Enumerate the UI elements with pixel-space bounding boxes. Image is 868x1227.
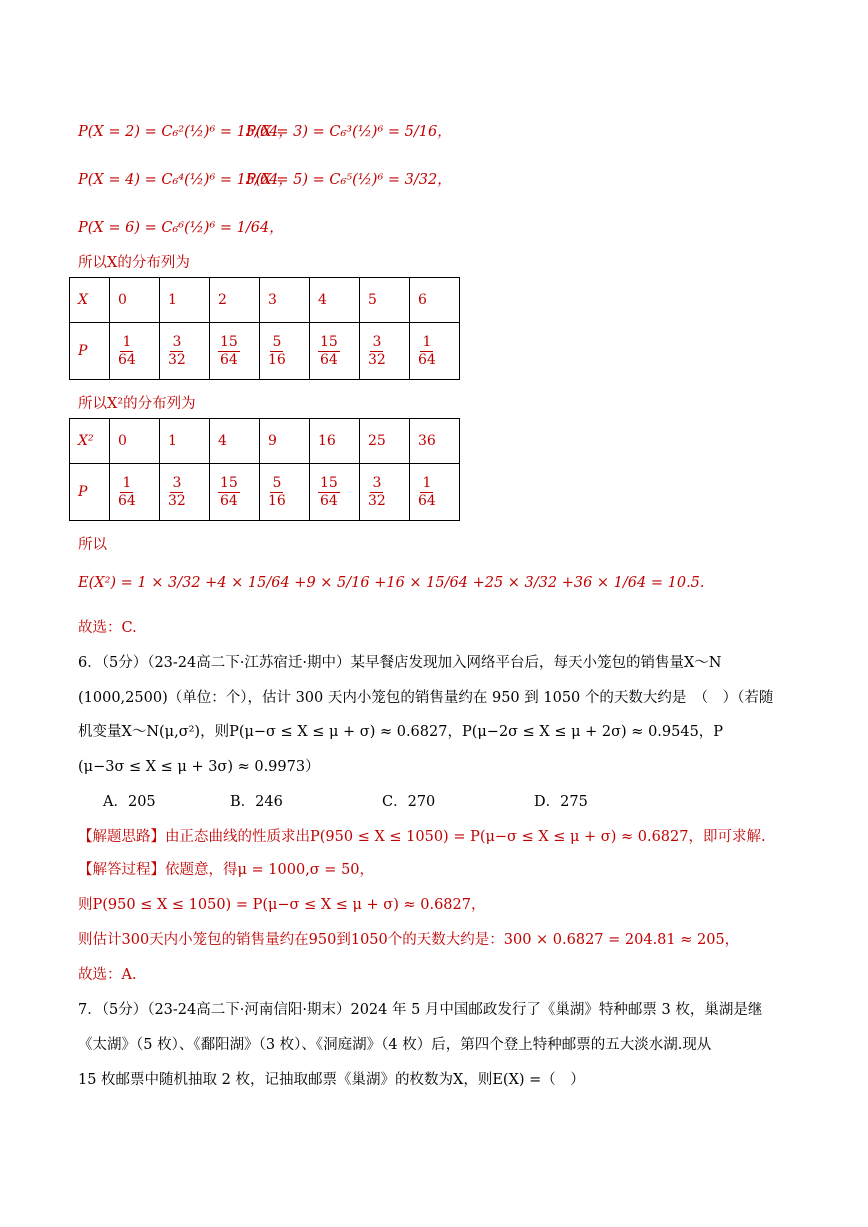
table-cell: 1 <box>160 278 210 323</box>
q6-line4: (μ−3σ ≤ X ≤ μ + 3σ) ≈ 0.9973） <box>78 759 320 775</box>
q6-option-a[interactable]: A．205 <box>103 794 156 810</box>
formula-px5: P(X = 5) = C₆⁵(½)⁶ = 3/32， <box>246 172 452 188</box>
distribution-table-x <box>69 277 460 380</box>
table-cell: 36 <box>410 419 460 464</box>
table-row-label: P <box>70 464 110 521</box>
q6-line2: (1000,2500)（单位：个），估计 300 天内小笼包的销售量约在 950 到 1050 个的天数大约是 （ ）（若随 <box>78 690 774 706</box>
table-cell: $\frac{1}{64}$ <box>410 323 460 380</box>
q6-solution-step2: 则P(950 ≤ X ≤ 1050) = P(μ−σ ≤ X ≤ μ + σ) ≈ 0.6827， <box>78 897 486 913</box>
formula-px6: P(X = 6) = C₆⁶(½)⁶ = 1/64， <box>78 220 284 236</box>
q7-line1: 7．（5分）（23-24高二下·河南信阳·期末）2024 年 5 月中国邮政发行了《巢湖》特种邮票 3 枚，巢湖是继 <box>78 1002 763 1018</box>
so-text: 所以 <box>78 537 107 553</box>
table-cell: $\frac{15}{64}$ <box>210 323 260 380</box>
table-cell: 5 <box>360 278 410 323</box>
table-cell: 0 <box>110 278 160 323</box>
q6-option-b[interactable]: B．246 <box>230 794 283 810</box>
q7-line3: 15 枚邮票中随机抽取 2 枚，记抽取邮票《巢湖》的枚数为X，则E(X) =（ ） <box>78 1072 585 1088</box>
table-cell: $\frac{15}{64}$ <box>310 323 360 380</box>
table-cell: $\frac{3}{32}$ <box>360 464 410 521</box>
q6-line1: 6．（5分）（23-24高二下·江苏宿迁·期中）某早餐店发现加入网络平台后，每天小笼包的销售量X～N <box>78 655 722 671</box>
q6-option-d[interactable]: D．275 <box>534 794 588 810</box>
table-cell: 16 <box>310 419 360 464</box>
q6-solution-idea: 【解题思路】由正态曲线的性质求出P(950 ≤ X ≤ 1050) = P(μ−σ ≤ X ≤ μ + σ) ≈ 0.6827，即可求解. <box>78 829 766 845</box>
table2-caption: 所以X²的分布列为 <box>78 396 196 412</box>
q7-line2: 《太湖》（5 枚）、《鄱阳湖》（3 枚）、《洞庭湖》（4 枚）后，第四个登上特种邮票的五大淡水湖.现从 <box>78 1037 712 1053</box>
q6-option-c[interactable]: C．270 <box>382 794 436 810</box>
q6-solution-step3: 则估计300天内小笼包的销售量约在950到1050个的天数大约是：300 × 0.6827 = 204.81 ≈ 205， <box>78 932 740 948</box>
table1-caption: 所以X的分布列为 <box>78 255 190 271</box>
table-cell: 9 <box>260 419 310 464</box>
table-cell: $\frac{3}{32}$ <box>360 323 410 380</box>
table-header-label: X <box>70 278 110 323</box>
table-cell: 4 <box>310 278 360 323</box>
table-cell: 3 <box>260 278 310 323</box>
q6-line3: 机变量X～N(μ,σ²)，则P(μ−σ ≤ X ≤ μ + σ) ≈ 0.6827，P(μ−2σ ≤ X ≤ μ + 2σ) ≈ 0.9545，P <box>78 724 724 740</box>
table-cell: 25 <box>360 419 410 464</box>
table-row-label: P <box>70 323 110 380</box>
formula-px3: P(X = 3) = C₆³(½)⁶ = 5/16， <box>246 124 452 140</box>
table-cell: $\frac{1}{64}$ <box>110 323 160 380</box>
table-cell: $\frac{15}{64}$ <box>210 464 260 521</box>
table-cell: $\frac{15}{64}$ <box>310 464 360 521</box>
answer-q5: 故选：C. <box>78 620 137 636</box>
table-cell: 4 <box>210 419 260 464</box>
table-cell: $\frac{5}{16}$ <box>260 464 310 521</box>
q6-solution-process: 【解答过程】依题意，得μ = 1000,σ = 50， <box>78 862 375 878</box>
distribution-table-x-squared <box>69 418 460 521</box>
table-cell: 6 <box>410 278 460 323</box>
table-cell: 0 <box>110 419 160 464</box>
table-cell: $\frac{3}{32}$ <box>160 323 210 380</box>
answer-q6: 故选：A. <box>78 967 137 983</box>
table-cell: $\frac{1}{64}$ <box>110 464 160 521</box>
table-cell: $\frac{1}{64}$ <box>410 464 460 521</box>
table-cell: $\frac{5}{16}$ <box>260 323 310 380</box>
formula-px2: P(X = 2) = C₆²(½)⁶ = 15/64， <box>78 124 293 140</box>
table-header-label: X² <box>70 419 110 464</box>
table-cell: $\frac{3}{32}$ <box>160 464 210 521</box>
table-cell: 2 <box>210 278 260 323</box>
table-cell: 1 <box>160 419 210 464</box>
expectation-formula: E(X²) = 1 × 3/32 +4 × 15/64 +9 × 5/16 +16 × 15/64 +25 × 3/32 +36 × 1/64 = 10.5. <box>78 575 705 591</box>
formula-px4: P(X = 4) = C₆⁴(½)⁶ = 15/64， <box>78 172 293 188</box>
